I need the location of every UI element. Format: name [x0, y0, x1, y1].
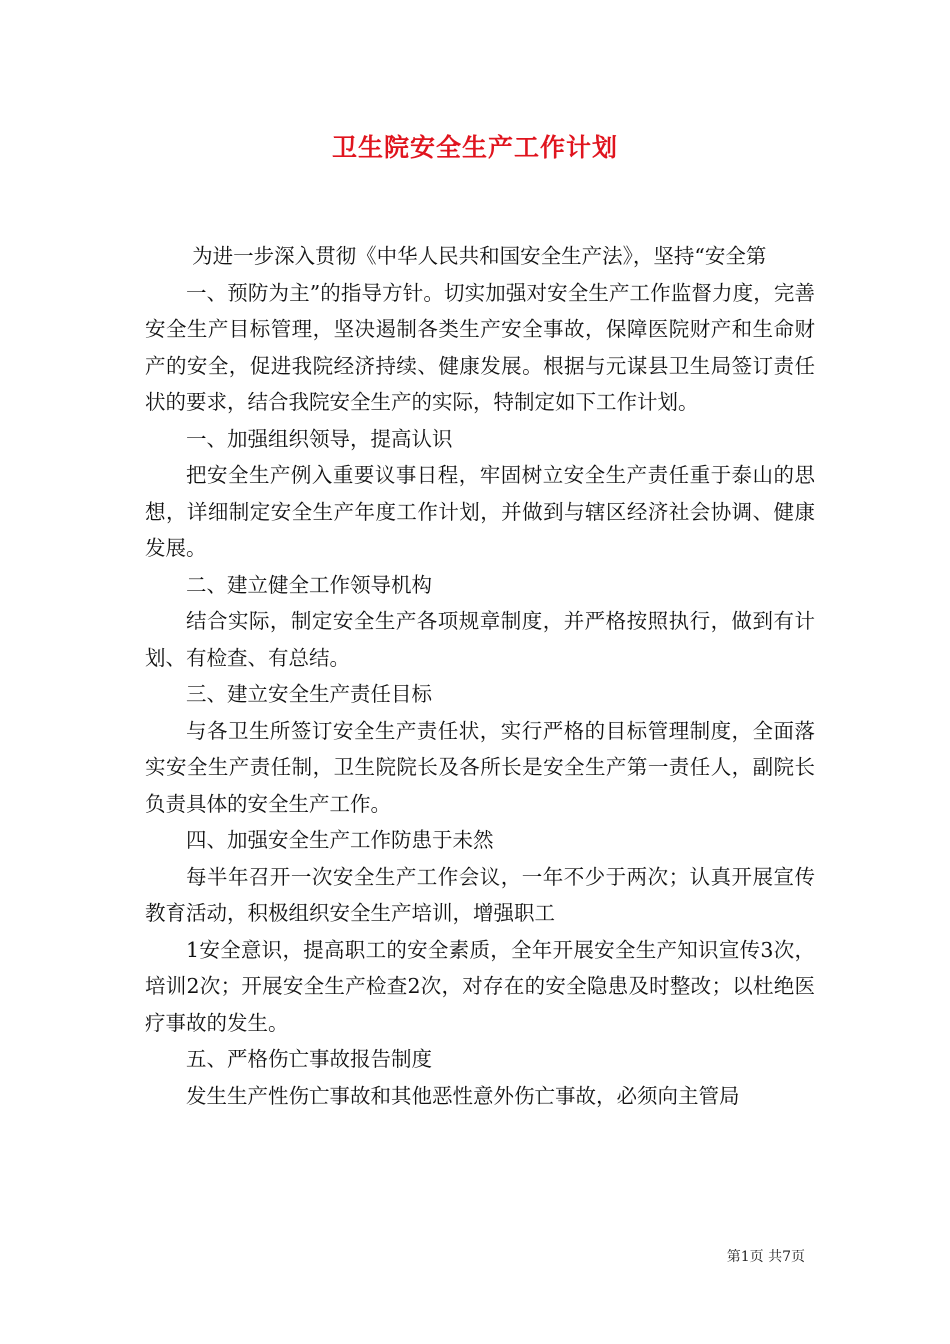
paragraph: 一、预防为主”的指导方针。切实加强对安全生产工作监督力度，完善安全生产目标管理，坚决遏制各类生产安全事故，保障医院财产和生命财产的安全，促进我院经济持续、健康发展。根据与元谋县卫生局签订责任状的要求，结合我院安全生产的实际，特制定如下工作计划。	[145, 280, 815, 414]
paragraph: 把安全生产例入重要议事日程，牢固树立安全生产责任重于泰山的思想，详细制定安全生产年度工作计划，并做到与辖区经济社会协调、健康发展。	[145, 463, 815, 560]
document-body	[145, 238, 815, 1114]
section-heading: 五、严格伤亡事故报告制度	[186, 1047, 432, 1071]
paragraph: 为进一步深入贯彻《中华人民共和国安全生产法》，坚持“安全第	[192, 244, 767, 268]
paragraph: 与各卫生所签订安全生产责任状，实行严格的目标管理制度，全面落实安全生产责任制，卫生院院长及各所长是安全生产第一责任人，副院长负责具体的安全生产工作。	[145, 718, 815, 816]
section-heading: 一、加强组织领导，提高认识	[186, 426, 453, 451]
paragraph: 发生生产性伤亡事故和其他恶性意外伤亡事故，必须向主管局	[186, 1083, 740, 1108]
paragraph: 1安全意识，提高职工的安全素质，全年开展安全生产知识宣传3次，培训2次；开展安全生产检查2次，对存在的安全隐患及时整改；以杜绝医疗事故的发生。	[145, 937, 815, 1035]
section-heading: 三、建立安全生产责任目标	[186, 682, 432, 706]
section-heading: 二、建立健全工作领导机构	[186, 572, 432, 597]
page-number: 第1页 共7页	[726, 1249, 805, 1265]
section-heading: 四、加强安全生产工作防患于未然	[186, 828, 494, 852]
paragraph: 每半年召开一次安全生产工作会议，一年不少于两次；认真开展宣传教育活动，积极组织安全生产培训，增强职工	[145, 864, 815, 925]
document-title: 卫生院安全生产工作计划	[331, 133, 618, 162]
paragraph: 结合实际，制定安全生产各项规章制度，并严格按照执行，做到有计划、有检查、有总结。	[145, 609, 815, 670]
